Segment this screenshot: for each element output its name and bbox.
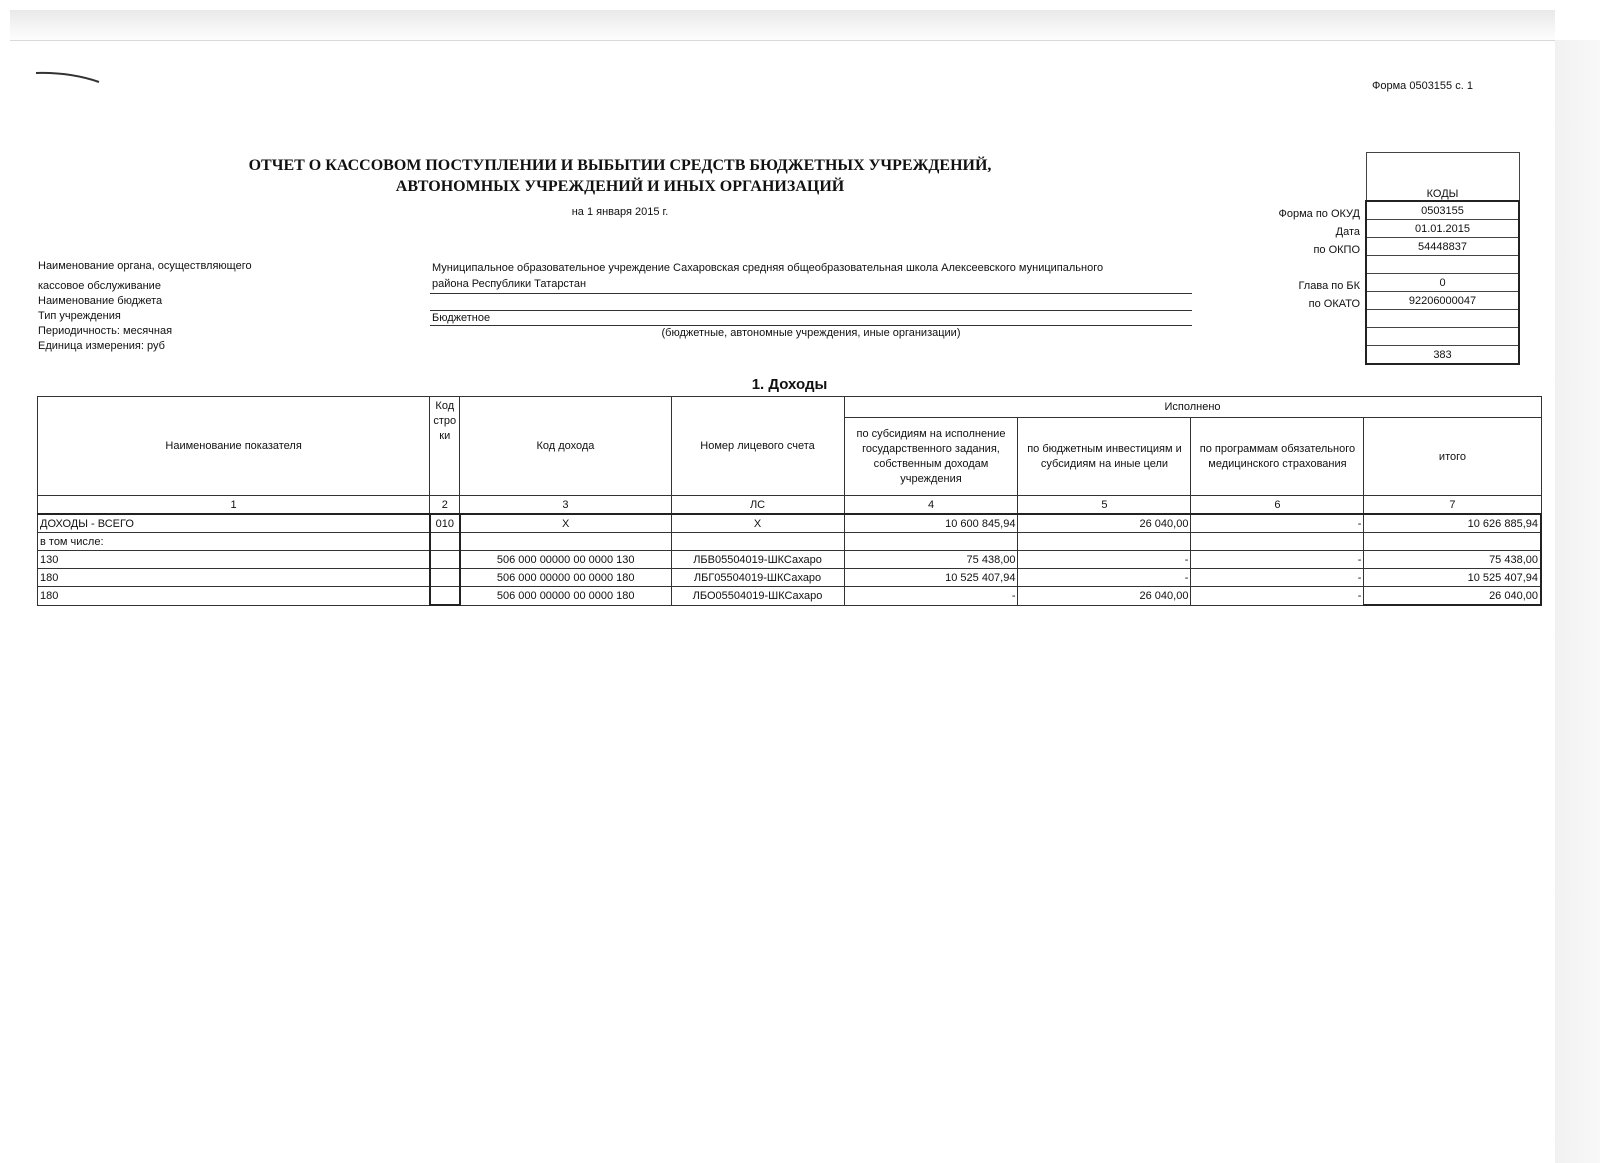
code-label: Форма по ОКУД <box>1278 208 1360 220</box>
table-row <box>38 514 1542 533</box>
codes-header: КОДЫ <box>1366 185 1519 201</box>
cell-col6: - <box>1191 551 1364 569</box>
cell-col5: - <box>1018 569 1191 587</box>
unit-label: Единица измерения: руб <box>38 340 165 352</box>
codes-table <box>1365 152 1520 365</box>
cell-row-code <box>430 551 460 569</box>
cell-account: ЛБГ05504019-ШКСахаро <box>671 569 844 587</box>
code-label: Дата <box>1335 226 1360 238</box>
cell-col6 <box>1191 533 1364 551</box>
header-income-code: Код дохода <box>460 397 671 496</box>
code-okei: 383 <box>1366 346 1519 365</box>
cell-row-code <box>430 569 460 587</box>
periodicity-label: Периодичность: месячная <box>38 325 173 337</box>
code-label <box>1230 331 1360 349</box>
cell-col4 <box>844 533 1018 551</box>
budget-underline <box>430 310 1192 311</box>
cell-account <box>671 533 844 551</box>
sheet-edge <box>10 40 1555 41</box>
code-glava-bk: 0 <box>1366 274 1519 292</box>
cell-col4: - <box>844 587 1018 606</box>
header-col5: по бюджетным инвестициям и субсидиям на иные цели <box>1018 418 1191 496</box>
code-label <box>1230 349 1360 367</box>
cell-col5: - <box>1018 551 1191 569</box>
col-number: 5 <box>1018 496 1191 515</box>
institution-type-label: Тип учреждения <box>38 310 121 322</box>
cell-income-code: 506 000 00000 00 0000 180 <box>460 587 671 606</box>
type-underline <box>430 325 1192 326</box>
codes-labels <box>1230 205 1360 367</box>
cell-income-code <box>460 533 671 551</box>
cell-account: ЛБВ05504019-ШКСахаро <box>671 551 844 569</box>
cell-col5: 26 040,00 <box>1018 514 1191 533</box>
scan-shadow-top <box>10 10 1555 42</box>
staple-mark-icon <box>35 70 101 84</box>
header-executed: Исполнено <box>844 397 1541 418</box>
code-label <box>1230 259 1360 277</box>
cell-col5 <box>1018 533 1191 551</box>
col-number: ЛС <box>671 496 844 515</box>
cell-col4: 10 525 407,94 <box>844 569 1018 587</box>
header-name: Наименование показателя <box>38 397 430 496</box>
cell-account: ЛБО05504019-ШКСахаро <box>671 587 844 606</box>
table-row <box>38 533 1542 551</box>
cell-row-code <box>430 587 460 606</box>
cell-col7: 10 626 885,94 <box>1364 514 1541 533</box>
cell-col7 <box>1364 533 1541 551</box>
cell-account: X <box>671 514 844 533</box>
header-row-code: Код стро ки <box>430 397 460 496</box>
income-table <box>37 396 1542 606</box>
cell-name: в том числе: <box>38 533 430 551</box>
institution-type-value: Бюджетное <box>432 312 491 324</box>
col-number: 3 <box>460 496 671 515</box>
cell-col7: 75 438,00 <box>1364 551 1541 569</box>
code-label: по ОКАТО <box>1308 298 1360 310</box>
org-value-2: района Республики Татарстан <box>432 278 587 290</box>
cell-name: 180 <box>38 569 430 587</box>
header-account: Номер лицевого счета <box>671 397 844 496</box>
table-row <box>38 551 1542 569</box>
codes-header-space <box>1366 153 1519 186</box>
org-label-1: Наименование органа, осуществляющего <box>38 260 252 272</box>
header-col6: по программам обязательного медицинского страхования <box>1191 418 1364 496</box>
col-number: 1 <box>38 496 430 515</box>
cell-col4: 75 438,00 <box>844 551 1018 569</box>
table-row <box>38 587 1542 606</box>
table-row <box>38 569 1542 587</box>
cell-col6: - <box>1191 569 1364 587</box>
cell-row-code: 010 <box>430 514 460 533</box>
cell-name: ДОХОДЫ - ВСЕГО <box>38 514 430 533</box>
org-value-1: Муниципальное образовательное учреждение Сахаровская средняя общеобразовательная школа Алексеевского муниципального <box>432 262 1104 274</box>
col-number: 6 <box>1191 496 1364 515</box>
report-date: на 1 января 2015 г. <box>571 206 669 218</box>
report-title-line1: ОТЧЕТ О КАССОВОМ ПОСТУПЛЕНИИ И ВЫБЫТИИ СРЕДСТВ БЮДЖЕТНЫХ УЧРЕЖДЕНИЙ, <box>248 157 992 174</box>
code-label: по ОКПО <box>1313 244 1360 256</box>
institution-type-note: (бюджетные, автономные учреждения, иные организации) <box>661 327 961 339</box>
code-empty <box>1366 256 1519 274</box>
col-number: 4 <box>844 496 1018 515</box>
cell-name: 130 <box>38 551 430 569</box>
section-title: 1. Доходы <box>751 376 828 393</box>
cell-col7: 10 525 407,94 <box>1364 569 1541 587</box>
code-date: 01.01.2015 <box>1366 220 1519 238</box>
org-underline <box>430 293 1192 294</box>
code-okato: 92206000047 <box>1366 292 1519 310</box>
code-label <box>1230 313 1360 331</box>
cell-col5: 26 040,00 <box>1018 587 1191 606</box>
form-reference: Форма 0503155 с. 1 <box>1372 80 1473 92</box>
budget-label: Наименование бюджета <box>38 295 163 307</box>
col-number: 7 <box>1364 496 1541 515</box>
cell-col4: 10 600 845,94 <box>844 514 1018 533</box>
code-empty <box>1366 328 1519 346</box>
col-number: 2 <box>430 496 460 515</box>
report-title-line2: АВТОНОМНЫХ УЧРЕЖДЕНИЙ И ИНЫХ ОРГАНИЗАЦИЙ <box>395 178 845 195</box>
cell-col6: - <box>1191 587 1364 606</box>
cell-col6: - <box>1191 514 1364 533</box>
code-empty <box>1366 310 1519 328</box>
header-col4: по субсидиям на исполнение государственного задания, собственным доходам учреждения <box>844 418 1018 496</box>
cell-col7: 26 040,00 <box>1364 587 1541 606</box>
cell-name: 180 <box>38 587 430 606</box>
cell-row-code <box>430 533 460 551</box>
cell-income-code: 506 000 00000 00 0000 180 <box>460 569 671 587</box>
code-okpo: 54448837 <box>1366 238 1519 256</box>
org-label-2: кассовое обслуживание <box>38 280 161 292</box>
cell-income-code: 506 000 00000 00 0000 130 <box>460 551 671 569</box>
cell-income-code: X <box>460 514 671 533</box>
header-col7: итого <box>1364 418 1541 496</box>
scan-shadow-right <box>1555 40 1600 1163</box>
code-label: Глава по БК <box>1298 280 1360 292</box>
code-okud: 0503155 <box>1366 201 1519 220</box>
